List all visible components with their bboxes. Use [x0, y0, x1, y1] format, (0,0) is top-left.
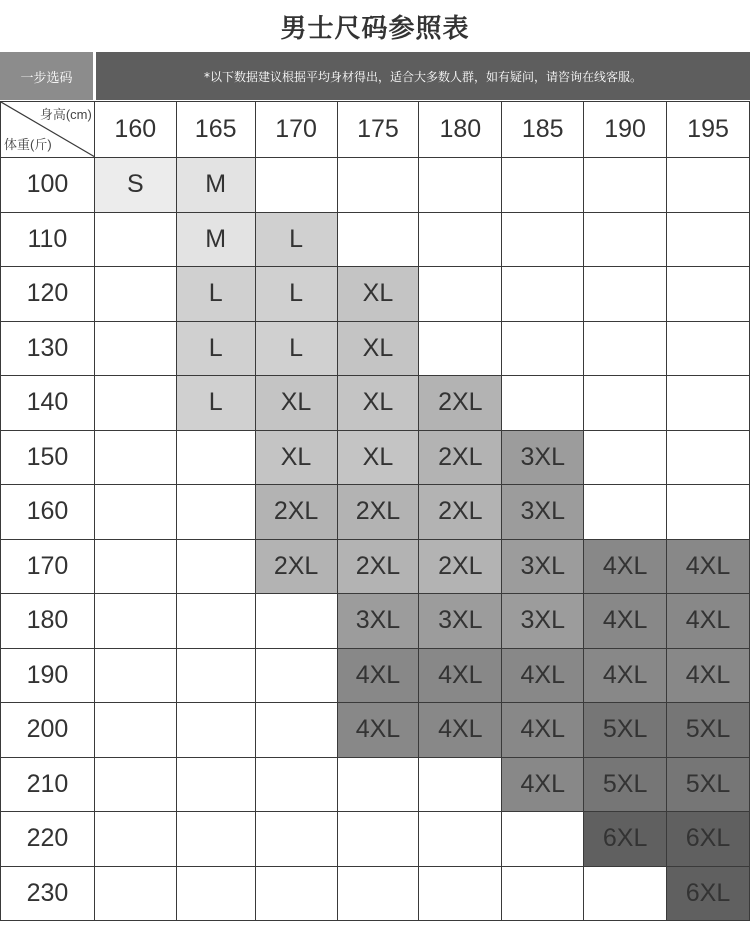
size-cell: L — [255, 321, 337, 376]
size-cell: XL — [337, 376, 419, 431]
size-cell — [667, 485, 750, 540]
size-cell: 4XL — [584, 594, 667, 649]
notice-text: *以下数据建议根据平均身材得出，适合大多数人群，如有疑问，请咨询在线客服。 — [96, 52, 750, 100]
size-cell — [176, 812, 255, 867]
size-cell — [419, 158, 502, 213]
page-title: 男士尺码参照表 — [280, 13, 470, 44]
size-cell: 4XL — [667, 539, 750, 594]
table-row — [1, 321, 750, 376]
size-cell: 2XL — [419, 539, 502, 594]
size-cell — [255, 812, 337, 867]
size-cell — [502, 866, 584, 921]
weight-label: 140 — [1, 376, 95, 431]
size-cell: 2XL — [419, 430, 502, 485]
size-cell: 4XL — [667, 648, 750, 703]
table-row — [1, 757, 750, 812]
table-row — [1, 212, 750, 267]
size-cell: 6XL — [667, 866, 750, 921]
size-cell — [176, 866, 255, 921]
size-cell — [502, 812, 584, 867]
size-cell — [584, 485, 667, 540]
weight-label: 220 — [1, 812, 95, 867]
size-cell — [584, 430, 667, 485]
size-cell — [502, 376, 584, 431]
size-cell: S — [94, 158, 176, 213]
size-cell — [337, 866, 419, 921]
size-chart-table — [0, 101, 750, 921]
size-cell — [255, 866, 337, 921]
size-cell — [94, 539, 176, 594]
size-cell: M — [176, 212, 255, 267]
size-cell: 6XL — [584, 812, 667, 867]
size-cell — [94, 321, 176, 376]
size-cell: 2XL — [255, 539, 337, 594]
size-cell — [667, 158, 750, 213]
size-cell: XL — [255, 376, 337, 431]
weight-label: 150 — [1, 430, 95, 485]
weight-axis-label: 体重(斤) — [4, 137, 52, 152]
size-cell — [667, 212, 750, 267]
size-cell — [419, 757, 502, 812]
table-row — [1, 539, 750, 594]
table-row — [1, 485, 750, 540]
size-cell: L — [255, 267, 337, 322]
size-cell — [419, 267, 502, 322]
size-cell — [667, 321, 750, 376]
weight-label: 130 — [1, 321, 95, 376]
size-cell — [94, 430, 176, 485]
size-cell — [337, 757, 419, 812]
height-header-160: 160 — [94, 102, 176, 158]
size-cell: 3XL — [502, 539, 584, 594]
size-cell — [667, 430, 750, 485]
size-cell: 4XL — [502, 757, 584, 812]
size-cell — [94, 757, 176, 812]
table-row — [1, 267, 750, 322]
height-header-185: 185 — [502, 102, 584, 158]
size-cell: L — [176, 321, 255, 376]
size-cell: 5XL — [667, 703, 750, 758]
size-cell: L — [176, 376, 255, 431]
size-cell — [94, 594, 176, 649]
size-cell — [255, 703, 337, 758]
size-cell: 4XL — [337, 703, 419, 758]
size-cell — [337, 812, 419, 867]
size-cell — [502, 321, 584, 376]
height-header-180: 180 — [419, 102, 502, 158]
size-cell — [584, 212, 667, 267]
size-cell — [419, 866, 502, 921]
size-cell: 2XL — [337, 539, 419, 594]
weight-label: 210 — [1, 757, 95, 812]
size-cell: 5XL — [584, 703, 667, 758]
size-cell: 3XL — [337, 594, 419, 649]
size-cell — [94, 812, 176, 867]
size-cell: 4XL — [419, 703, 502, 758]
height-header-165: 165 — [176, 102, 255, 158]
table-row — [1, 158, 750, 213]
size-cell — [94, 267, 176, 322]
size-cell — [94, 376, 176, 431]
size-cell — [502, 212, 584, 267]
table-row — [1, 648, 750, 703]
size-cell: L — [255, 212, 337, 267]
table-row — [1, 703, 750, 758]
size-cell: 5XL — [667, 757, 750, 812]
size-cell — [94, 212, 176, 267]
size-cell — [255, 594, 337, 649]
weight-label: 200 — [1, 703, 95, 758]
size-cell — [94, 648, 176, 703]
weight-label: 230 — [1, 866, 95, 921]
size-cell — [176, 648, 255, 703]
table-row — [1, 866, 750, 921]
size-cell — [419, 321, 502, 376]
size-cell — [94, 485, 176, 540]
size-cell: 3XL — [502, 485, 584, 540]
size-cell — [94, 866, 176, 921]
size-cell — [176, 485, 255, 540]
weight-label: 120 — [1, 267, 95, 322]
height-header-175: 175 — [337, 102, 419, 158]
size-cell: XL — [337, 267, 419, 322]
size-cell — [502, 267, 584, 322]
size-cell: 4XL — [337, 648, 419, 703]
table-row — [1, 430, 750, 485]
height-header-row — [1, 102, 750, 158]
size-cell: 4XL — [502, 648, 584, 703]
size-cell: 2XL — [255, 485, 337, 540]
size-cell: M — [176, 158, 255, 213]
size-cell: 5XL — [584, 757, 667, 812]
size-cell: 4XL — [584, 539, 667, 594]
size-cell — [667, 267, 750, 322]
weight-label: 170 — [1, 539, 95, 594]
size-guide-label: 一步选码 — [0, 52, 93, 100]
size-cell — [176, 539, 255, 594]
weight-label: 100 — [1, 158, 95, 213]
height-header-170: 170 — [255, 102, 337, 158]
size-cell — [255, 158, 337, 213]
size-cell — [419, 212, 502, 267]
size-cell: 4XL — [502, 703, 584, 758]
size-cell: 2XL — [419, 485, 502, 540]
size-cell — [337, 158, 419, 213]
size-cell — [584, 321, 667, 376]
height-header-195: 195 — [667, 102, 750, 158]
size-cell — [584, 158, 667, 213]
weight-label: 160 — [1, 485, 95, 540]
size-cell — [255, 757, 337, 812]
size-cell — [584, 866, 667, 921]
size-cell — [176, 703, 255, 758]
height-header-190: 190 — [584, 102, 667, 158]
size-cell: 2XL — [337, 485, 419, 540]
size-cell — [667, 376, 750, 431]
weight-label: 180 — [1, 594, 95, 649]
size-cell: XL — [337, 321, 419, 376]
corner-header-cell — [1, 102, 95, 158]
size-cell: 4XL — [667, 594, 750, 649]
size-cell — [337, 212, 419, 267]
size-cell: 6XL — [667, 812, 750, 867]
size-cell: 3XL — [502, 430, 584, 485]
size-cell — [502, 158, 584, 213]
size-cell — [176, 757, 255, 812]
table-row — [1, 812, 750, 867]
size-cell: L — [176, 267, 255, 322]
table-row — [1, 376, 750, 431]
size-cell — [176, 430, 255, 485]
size-cell — [255, 648, 337, 703]
size-cell — [94, 703, 176, 758]
size-cell — [584, 376, 667, 431]
table-row — [1, 594, 750, 649]
size-cell — [176, 594, 255, 649]
size-cell: XL — [337, 430, 419, 485]
size-cell: 2XL — [419, 376, 502, 431]
size-cell — [584, 267, 667, 322]
size-cell: 4XL — [584, 648, 667, 703]
size-cell — [419, 812, 502, 867]
weight-label: 110 — [1, 212, 95, 267]
height-axis-label: 身高(cm) — [39, 107, 92, 122]
weight-label: 190 — [1, 648, 95, 703]
size-cell: XL — [255, 430, 337, 485]
notice-banner — [0, 52, 750, 100]
size-cell: 4XL — [419, 648, 502, 703]
size-cell: 3XL — [502, 594, 584, 649]
size-cell: 3XL — [419, 594, 502, 649]
